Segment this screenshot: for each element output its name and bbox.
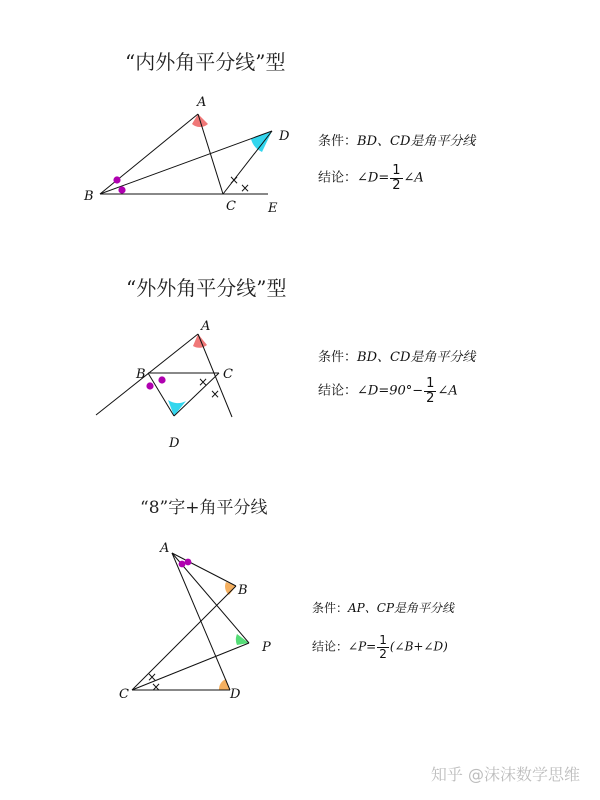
point-e-label: E bbox=[268, 201, 278, 216]
section-1-title: “内外角平分线”型 bbox=[125, 50, 286, 74]
fraction-numerator: 1 bbox=[379, 633, 387, 647]
fraction-numerator: 1 bbox=[392, 163, 401, 178]
conclusion-lhs: ∠P= bbox=[348, 639, 377, 654]
conclusion-rhs: ∠A bbox=[437, 383, 458, 399]
watermark: 知乎 @沫沫数学思维 bbox=[430, 765, 580, 784]
point-d-label: D bbox=[230, 687, 241, 702]
section-3-condition bbox=[312, 599, 454, 616]
conclusion-label: 结论： bbox=[318, 170, 358, 186]
fraction-denominator: 2 bbox=[392, 177, 401, 193]
angle-c-cross-upper: × bbox=[229, 173, 240, 187]
angle-b-mark bbox=[225, 582, 236, 595]
fraction-denominator: 2 bbox=[379, 646, 387, 661]
conclusion-rhs: ∠A bbox=[403, 170, 424, 186]
angle-c-cross-lower: × bbox=[210, 387, 221, 401]
point-c-label: C bbox=[223, 367, 233, 382]
conclusion-lhs: ∠D=90°− bbox=[357, 383, 424, 399]
angle-d-mark bbox=[219, 679, 230, 690]
angle-c-cross-upper: × bbox=[147, 670, 158, 684]
point-a-label: A bbox=[201, 319, 211, 334]
point-b-label: B bbox=[238, 583, 248, 598]
angle-a-dot-left bbox=[179, 561, 186, 568]
point-b-label: B bbox=[136, 367, 146, 382]
fraction-numerator: 1 bbox=[426, 376, 435, 391]
conclusion-lhs: ∠D= bbox=[357, 170, 390, 186]
point-d-label: D bbox=[169, 436, 180, 451]
condition-text: BD、CD是角平分线 bbox=[357, 350, 476, 365]
section-2-title: “外外角平分线”型 bbox=[126, 276, 287, 300]
angle-c-cross-upper: × bbox=[198, 375, 209, 389]
point-a-label: A bbox=[197, 95, 207, 110]
point-c-label: C bbox=[226, 199, 236, 214]
conclusion-label: 结论： bbox=[318, 383, 358, 399]
angle-a-dot-right bbox=[185, 559, 192, 566]
fraction bbox=[377, 634, 389, 660]
conclusion-rhs: (∠B+∠D) bbox=[389, 639, 448, 654]
point-d-label: D bbox=[279, 129, 290, 144]
condition-label: 条件： bbox=[312, 601, 349, 615]
point-b-label: B bbox=[84, 189, 94, 204]
angle-c-cross-lower: × bbox=[240, 181, 251, 195]
point-c-label: C bbox=[119, 687, 129, 702]
fraction-denominator: 2 bbox=[426, 390, 435, 406]
condition-label: 条件： bbox=[318, 350, 358, 365]
section-3-conclusion bbox=[312, 634, 448, 660]
point-a-label: A bbox=[160, 541, 170, 556]
line-ab bbox=[172, 553, 236, 586]
conclusion-label: 结论： bbox=[312, 639, 349, 654]
angle-c-cross-lower: × bbox=[151, 680, 162, 694]
condition-text: AP、CP是角平分线 bbox=[348, 601, 455, 615]
condition-label: 条件： bbox=[318, 134, 358, 149]
section-3-title: “8”字+角平分线 bbox=[140, 498, 268, 518]
point-p-label: P bbox=[262, 640, 271, 655]
condition-text: BD、CD是角平分线 bbox=[357, 134, 476, 149]
